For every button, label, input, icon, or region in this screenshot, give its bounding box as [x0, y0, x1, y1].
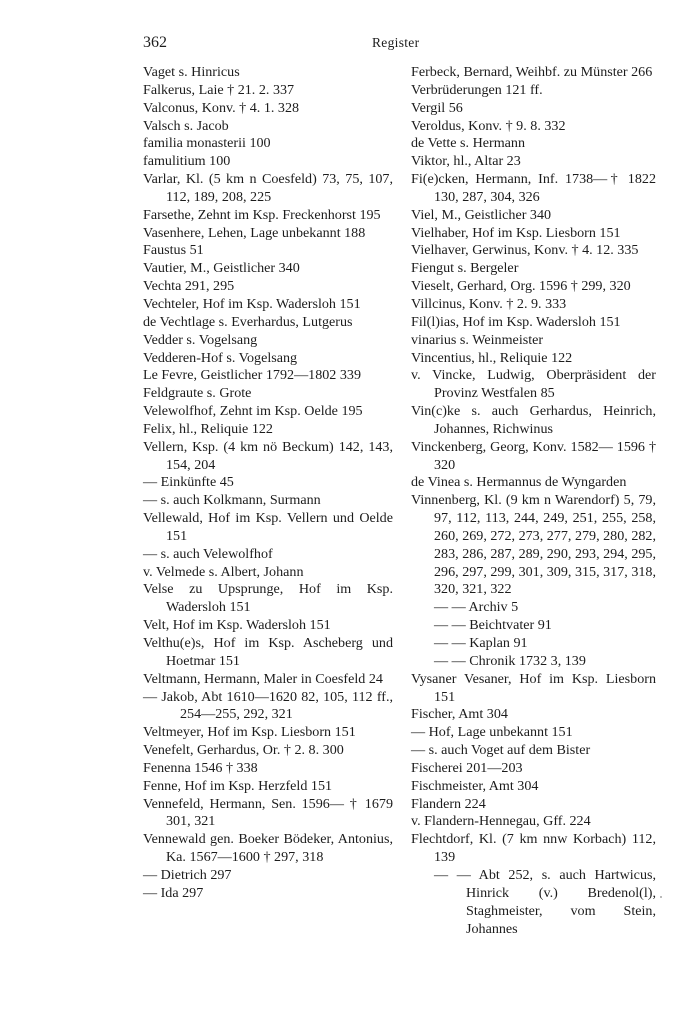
index-entry: — — Chronik 1732 3, 139 [434, 652, 586, 669]
index-entry: Faustus 51 [143, 242, 204, 259]
index-entry: — — Archiv 5 [434, 599, 519, 616]
index-entry: — s. auch Kolkmann, Surmann [143, 492, 321, 509]
index-entry: Velewolfhof, Zehnt im Ksp. Oelde 195 [143, 403, 363, 420]
index-entry: — s. auch Voget auf dem Bister [411, 742, 591, 759]
index-entry: v. Vincke, Ludwig, Oberpräsident der Provinz Westfalen 85 [411, 367, 656, 402]
index-entry: Velse zu Upsprunge, Hof im Ksp. Wadersloh 151 [143, 581, 393, 616]
right-index-column [411, 64, 656, 938]
index-entry: Fenenna 1546 † 338 [143, 759, 258, 776]
index-entry: Le Fevre, Geistlicher 1792—1802 339 [143, 367, 362, 384]
index-entry: — — Abt 252, s. auch Hartwicus, Hinrick (v.) Bredenol(l), Staghmeister, vom Stein, Johannes [434, 866, 656, 937]
index-entry: — Dietrich 297 [143, 866, 232, 883]
index-entry: — Einkünfte 45 [143, 474, 234, 491]
index-entry: Varlar, Kl. (5 km n Coesfeld) 73, 75, 107, 112, 189, 208, 225 [143, 171, 393, 205]
index-entry: Feldgraute s. Grote [143, 385, 252, 402]
index-entry: Venefelt, Gerhardus, Or. † 2. 8. 300 [143, 742, 344, 759]
index-entry: v. Flandern-Hennegau, Gff. 224 [411, 813, 591, 830]
left-index-column [143, 64, 393, 903]
index-entry: Flandern 224 [411, 795, 486, 812]
index-entry: Viktor, hl., Altar 23 [411, 153, 521, 170]
index-entry: Vellewald, Hof im Ksp. Vellern und Oelde 151 [143, 510, 393, 544]
index-entry: Falkerus, Laie † 21. 2. 337 [143, 81, 295, 98]
index-entry: Vechta 291, 295 [143, 278, 235, 295]
index-entry: de Vette s. Hermann [411, 135, 526, 152]
index-entry: v. Velmede s. Albert, Johann [143, 563, 304, 580]
index-entry: Villcinus, Konv. † 2. 9. 333 [411, 295, 567, 312]
index-entry: — s. auch Velewolfhof [143, 545, 273, 562]
index-entry: Ferbeck, Bernard, Weihbf. zu Münster 266 [411, 64, 653, 80]
index-entry: Valsch s. Jacob [143, 117, 229, 134]
index-entry: Vasenhere, Lehen, Lage unbekannt 188 [143, 224, 366, 241]
index-entry: Valconus, Konv. † 4. 1. 328 [143, 99, 300, 116]
index-entry: — Ida 297 [143, 884, 204, 901]
index-entry: vinarius s. Weinmeister [411, 331, 544, 348]
index-entry: Veltmann, Hermann, Maler in Coesfeld 24 [143, 670, 383, 687]
index-entry: Fenne, Hof im Ksp. Herzfeld 151 [143, 777, 333, 794]
index-entry: Farsethe, Zehnt im Ksp. Freckenhorst 195 [143, 206, 381, 223]
index-entry: Fi(e)cken, Hermann, Inf. 1738—† 1822 130, 287, 304, 326 [411, 171, 656, 205]
index-entry: — Hof, Lage unbekannt 151 [411, 724, 573, 741]
index-entry: Vinckenberg, Georg, Konv. 1582— 1596 † 320 [411, 438, 656, 473]
index-entry: Veroldus, Konv. † 9. 8. 332 [411, 117, 566, 134]
index-entry: famulitium 100 [143, 153, 231, 170]
index-entry: Vautier, M., Geistlicher 340 [143, 260, 300, 277]
index-entry: Vennefeld, Hermann, Sen. 1596— † 1679 301, 321 [143, 795, 393, 830]
index-entry: Vielhaver, Gerwinus, Konv. † 4. 12. 335 [411, 242, 639, 259]
index-entry: Vechteler, Hof im Ksp. Wadersloh 151 [143, 295, 361, 312]
index-entry: Fischmeister, Amt 304 [411, 777, 539, 794]
index-entry: Vergil 56 [411, 99, 463, 116]
index-entry: — — Kaplan 91 [434, 635, 528, 651]
index-entry: Vysaner Vesaner, Hof im Ksp. Liesborn 151 [411, 670, 656, 705]
index-entry: Fil(l)ias, Hof im Ksp. Wadersloh 151 [411, 313, 621, 330]
index-entry: Flechtdorf, Kl. (7 km nnw Korbach) 112, 139 [411, 831, 656, 866]
running-title: Register [372, 35, 420, 50]
index-entry: Vinnenberg, Kl. (9 km n Warendorf) 5, 79, 97, 112, 113, 244, 249, 251, 255, 258, 260, 269, 272, 273, 277, 279, 280, 282, 283, 286, 287, 289, 290, 293, 294, 295, 296, 297, 299, 301, 309, 315, 317, 318, 320, 321, 322 [411, 492, 656, 598]
index-entry: Verbrüderungen 121 ff. [411, 81, 543, 98]
index-entry: de Vechtlage s. Everhardus, Lutgerus [143, 313, 353, 330]
index-entry: Vaget s. Hinricus [143, 64, 240, 80]
index-entry: Vieselt, Gerhard, Org. 1596 † 299, 320 [411, 278, 631, 295]
index-entry: Vellern, Ksp. (4 km nö Beckum) 142, 143, 154, 204 [143, 438, 393, 473]
index-entry: Vincentius, hl., Reliquie 122 [411, 349, 573, 366]
index-entry: Fischer, Amt 304 [411, 706, 508, 723]
index-entry: — — Beichtvater 91 [434, 617, 552, 634]
index-entry: Vin(c)ke s. auch Gerhardus, Heinrich, Johannes, Richwinus [411, 403, 656, 437]
index-entry: de Vinea s. Hermannus de Wyngarden [411, 474, 627, 491]
page-number: 362 [143, 34, 167, 51]
index-entry: Vielhaber, Hof im Ksp. Liesborn 151 [411, 224, 621, 241]
index-entry: — Jakob, Abt 1610—1620 82, 105, 112 ff., 254—255, 292, 321 [143, 688, 393, 723]
index-entry: Fiengut s. Bergeler [411, 260, 519, 277]
index-entry: Viel, M., Geistlicher 340 [411, 206, 552, 223]
scan-speck [660, 896, 662, 898]
index-entry: Vedderen-Hof s. Vogelsang [143, 349, 298, 366]
index-entry: Felix, hl., Reliquie 122 [143, 420, 273, 437]
index-entry: Velt, Hof im Ksp. Wadersloh 151 [143, 617, 331, 634]
index-entry: Fischerei 201—203 [411, 759, 523, 776]
index-entry: Vedder s. Vogelsang [143, 331, 258, 348]
index-entry: Velthu(e)s, Hof im Ksp. Ascheberg und Hoetmar 151 [143, 635, 393, 669]
index-entry: Veltmeyer, Hof im Ksp. Liesborn 151 [143, 724, 356, 741]
index-entry: Vennewald gen. Boeker Bödeker, Antonius, Ka. 1567—1600 † 297, 318 [143, 831, 393, 866]
index-entry: familia monasterii 100 [143, 135, 271, 152]
